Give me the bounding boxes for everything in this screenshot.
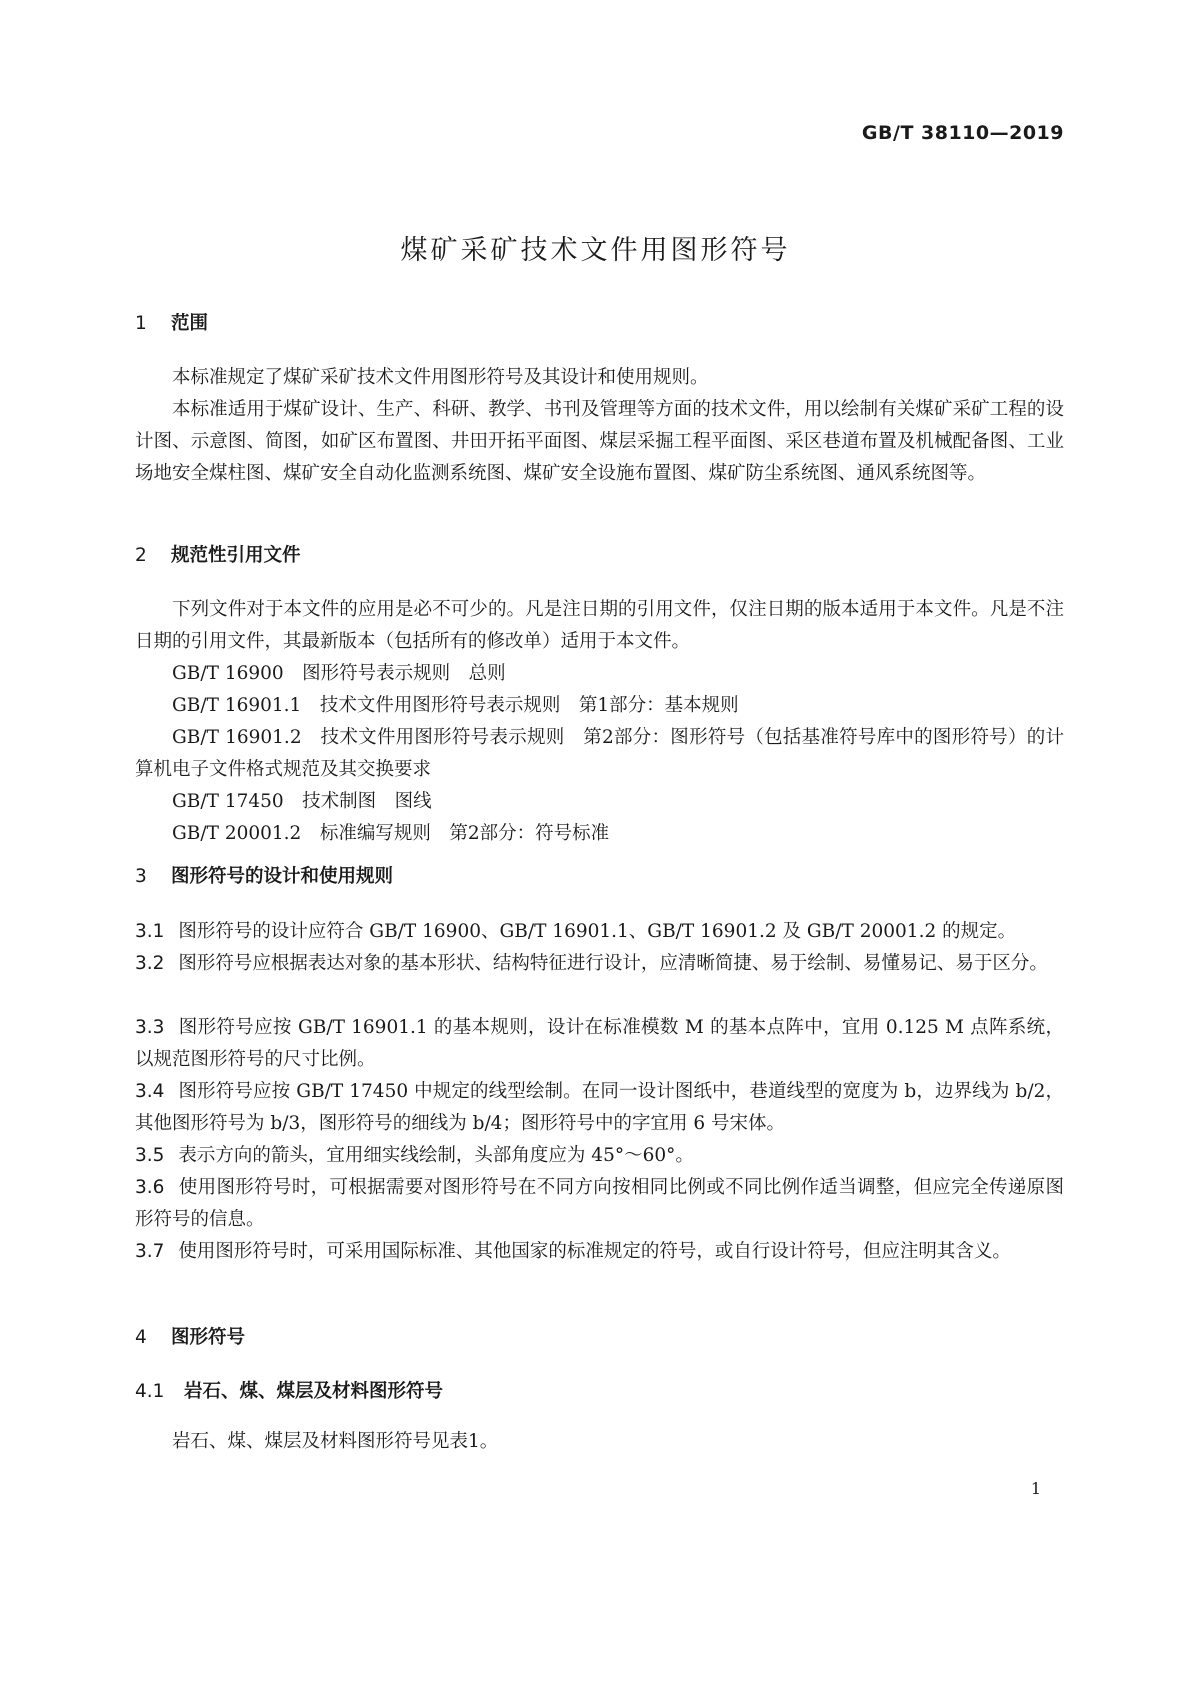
clause-number: 3.3 (135, 1017, 165, 1038)
section-title: 图形符号的设计和使用规则 (171, 866, 394, 887)
section-number: 4 (135, 1327, 147, 1348)
section-number: 1 (135, 313, 147, 334)
clause-3-2 (135, 948, 1064, 980)
clause-text: 表示方向的箭头，宜用细实线绘制，头部角度应为 45°～60°。 (178, 1145, 694, 1166)
clause-text: 使用图形符号时，可根据需要对图形符号在不同方向按相同比例或不同比例作适当调整，但应完全传递原图形符号的信息。 (135, 1177, 1064, 1230)
clause-text: 图形符号应按 GB/T 17450 中规定的线型绘制。在同一设计图纸中，巷道线型的宽度为 b，边界线为 b/2，其他图形符号为 b/3，图形符号的细线为 b/4；图形符号中的字宜用 6 号宋体。 (135, 1081, 1064, 1134)
section-title: 图形符号 (171, 1327, 246, 1348)
clause-3-3 (135, 1012, 1064, 1076)
document-title: 煤矿采矿技术文件用图形符号 (400, 235, 791, 266)
subsection-number: 4.1 (135, 1381, 165, 1402)
subsection-text: 岩石、煤、煤层及材料图形符号见表1。 (172, 1431, 499, 1452)
section-4-heading (135, 1323, 245, 1349)
reference-item: GB/T 16901.1 技术文件用图形符号表示规则 第1部分：基本规则 (172, 695, 739, 716)
reference-item: GB/T 20001.2 标准编写规则 第2部分：符号标准 (172, 823, 610, 844)
clause-text: 图形符号应根据表达对象的基本形状、结构特征进行设计，应清晰简捷、易于绘制、易懂易记、易于区分。 (178, 953, 1048, 974)
section-number: 2 (135, 545, 147, 566)
section-1-heading (135, 309, 208, 335)
section-2-heading (135, 541, 301, 567)
section-number: 3 (135, 866, 147, 887)
clause-3-7 (135, 1236, 1064, 1268)
clause-text: 图形符号的设计应符合 GB/T 16900、GB/T 16901.1、GB/T 16901.2 及 GB/T 20001.2 的规定。 (178, 921, 1017, 942)
clause-number: 3.4 (135, 1081, 165, 1102)
standard-number: GB/T 38110—2019 (861, 122, 1064, 144)
clause-number: 3.5 (135, 1145, 165, 1166)
clause-number: 3.1 (135, 921, 165, 942)
reference-item: GB/T 16900 图形符号表示规则 总则 (172, 663, 506, 684)
page-number: 1 (1030, 1479, 1041, 1498)
clause-number: 3.6 (135, 1177, 165, 1198)
clause-3-4 (135, 1076, 1064, 1140)
clause-number: 3.7 (135, 1241, 165, 1262)
scope-paragraph-2: 本标准适用于煤矿设计、生产、科研、教学、书刊及管理等方面的技术文件，用以绘制有关煤矿采矿工程的设计图、示意图、简图，如矿区布置图、井田开拓平面图、煤层采掘工程平面图、采区巷道布置及机械配备图、工业场地安全煤柱图、煤矿安全自动化监测系统图、煤矿安全设施布置图、煤矿防尘系统图、通风系统图等。 (135, 399, 1064, 484)
clause-text: 图形符号应按 GB/T 16901.1 的基本规则，设计在标准模数 M 的基本点阵中，宜用 0.125 M 点阵系统，以规范图形符号的尺寸比例。 (135, 1017, 1064, 1070)
clause-3-1 (135, 916, 1064, 948)
references-intro: 下列文件对于本文件的应用是必不可少的。凡是注日期的引用文件，仅注日期的版本适用于本文件。凡是不注日期的引用文件，其最新版本（包括所有的修改单）适用于本文件。 (135, 599, 1064, 652)
reference-item: GB/T 17450 技术制图 图线 (172, 791, 432, 812)
section-3-heading (135, 862, 393, 888)
clause-3-5 (135, 1140, 1064, 1172)
scope-paragraph-1: 本标准规定了煤矿采矿技术文件用图形符号及其设计和使用规则。 (172, 367, 709, 388)
section-title: 规范性引用文件 (171, 545, 301, 566)
clause-text: 使用图形符号时，可采用国际标准、其他国家的标准规定的符号，或自行设计符号，但应注明其含义。 (178, 1241, 1011, 1262)
clause-number: 3.2 (135, 953, 165, 974)
reference-item: GB/T 16901.2 技术文件用图形符号表示规则 第2部分：图形符号（包括基准符号库中的图形符号）的计算机电子文件格式规范及其交换要求 (135, 727, 1064, 780)
subsection-title: 岩石、煤、煤层及材料图形符号 (184, 1381, 444, 1402)
subsection-4-1-heading (135, 1377, 443, 1403)
clause-3-6 (135, 1172, 1064, 1236)
section-title: 范围 (171, 313, 209, 334)
